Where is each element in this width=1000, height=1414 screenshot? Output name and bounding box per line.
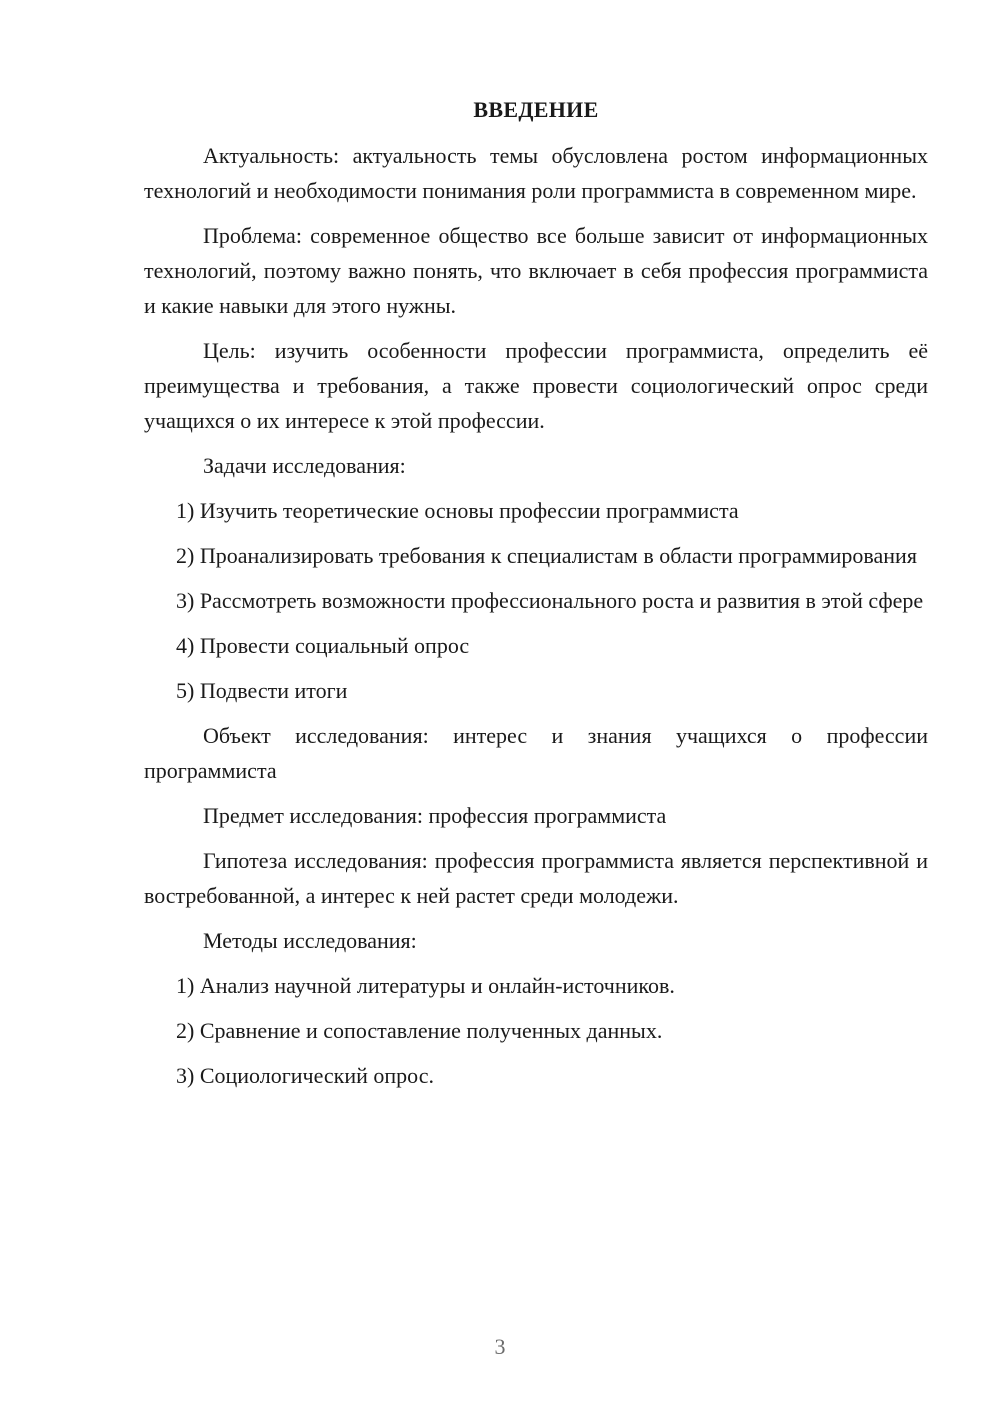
list-item-task-2: 2) Проанализировать требования к специалистам в области программирования [176, 543, 917, 568]
paragraph-subject: Предмет исследования: профессия программиста [203, 803, 667, 828]
paragraph-tasks-heading: Задачи исследования: [203, 453, 406, 478]
list-item-task-3: 3) Рассмотреть возможности профессионального роста и развития в этой сфере [176, 588, 924, 613]
list-item-task-4: 4) Провести социальный опрос [176, 633, 470, 658]
paragraph-methods-heading: Методы исследования: [203, 928, 417, 953]
paragraph-goal: Цель: изучить особенности профессии программиста, определить её преимущества и требования, а также провести социологический опрос среди учащихся о их интересе к этой профессии. [144, 338, 928, 433]
list-item-method-2: 2) Сравнение и сопоставление полученных данных. [176, 1018, 663, 1043]
paragraph-relevance: Актуальность: актуальность темы обусловлена ростом информационных технологий и необходимости понимания роли программиста в современном мире. [144, 143, 928, 203]
list-item-task-1: 1) Изучить теоретические основы профессии программиста [176, 498, 739, 523]
page-number: 3 [494, 1334, 506, 1359]
list-item-method-1: 1) Анализ научной литературы и онлайн-источников. [176, 973, 675, 998]
list-item-task-5: 5) Подвести итоги [176, 678, 348, 703]
list-item-method-3: 3) Социологический опрос. [176, 1063, 434, 1088]
paragraph-object: Объект исследования: интерес и знания учащихся о профессии программиста [144, 723, 928, 783]
paragraph-problem: Проблема: современное общество все больше зависит от информационных технологий, поэтому важно понять, что включает в себя профессия программиста и какие навыки для этого нужны. [144, 223, 928, 318]
paragraph-hypothesis: Гипотеза исследования: профессия программиста является перспективной и востребованной, а интерес к ней растет среди молодежи. [144, 848, 928, 908]
document-page [144, 92, 928, 1103]
section-title: ВВЕДЕНИЕ [473, 97, 599, 122]
